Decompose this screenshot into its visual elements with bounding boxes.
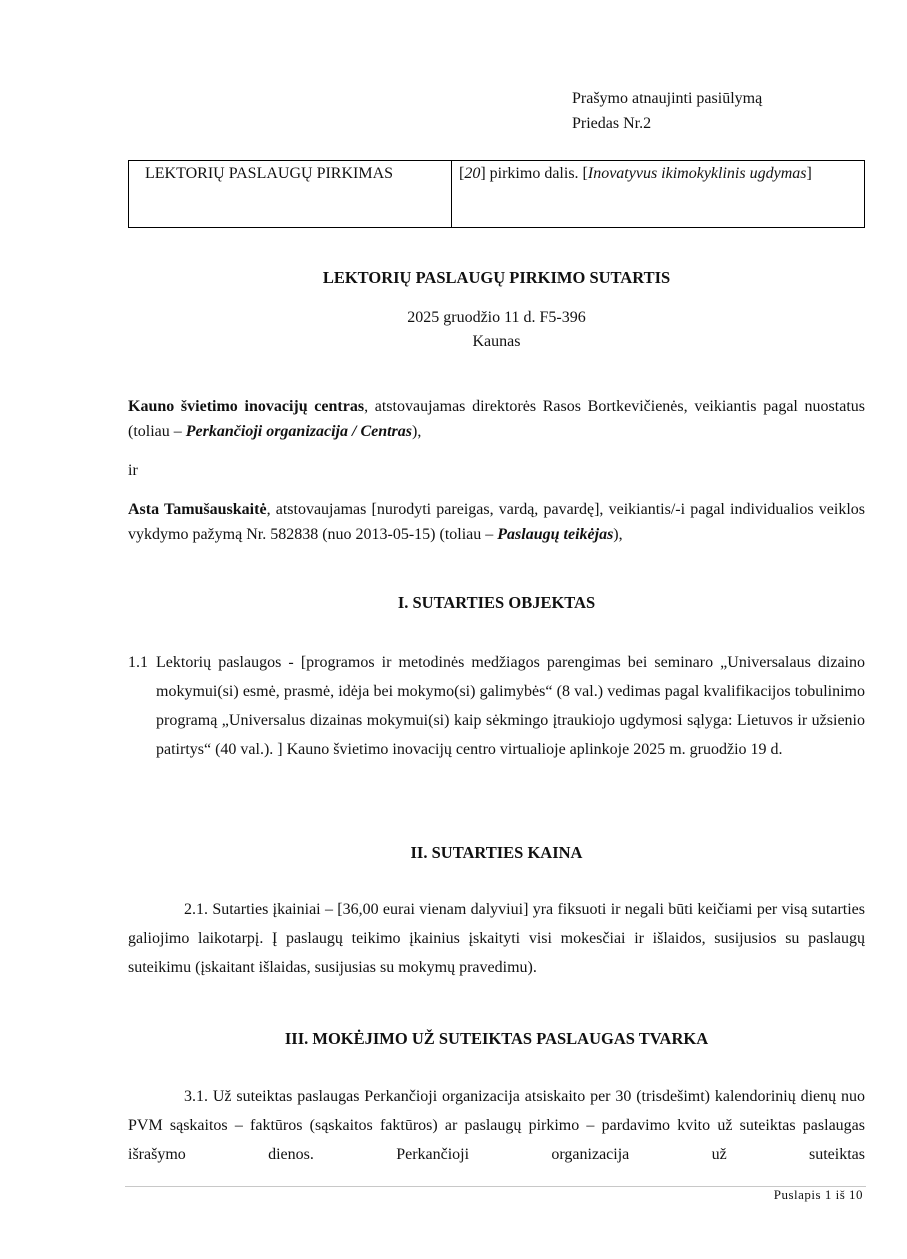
party-2-role: Paslaugų teikėjas <box>497 526 614 543</box>
annex-line-2: Priedas Nr.2 <box>572 115 652 132</box>
section-2-title: II. SUTARTIES KAINA <box>410 843 583 862</box>
item-number: 1.1 <box>128 654 148 671</box>
section-3-paragraph: 3.1. Už suteiktas paslaugas Perkančioji organizacija atsiskaito per 30 (trisdešimt) kalendorinių dienų nuo PVM sąskaitos – faktūros (sąskaitos faktūros) ar paslaugų pirkimo – pardavimo kvito už suteiktas paslaugas išrašymo dienos. Perkančioji organizacija už suteiktas <box>128 1088 865 1163</box>
contract-date-number: 2025 gruodžio 11 d. F5-396 <box>407 309 586 326</box>
header-table <box>128 160 865 228</box>
party-1-role: Perkančioji organizacija / Centras <box>185 423 413 440</box>
item-text: Lektorių paslaugos - [programos ir metodinės medžiagos parengimas bei seminaro „Universalaus dizaino mokymui(si) esmė, prasmė, idėja bei mokymo(si) galimybės“ (8 val.) vedimas pagal kvalifikacijos tobulinimo programą „Universalus dizainas mokymui(si) kaip sėkmingo įtraukiojo ugdymosi sąlyga: Lietuvos ir užsienio patirtys“ (40 val.). ] Kauno švietimo inovacijų centro virtualioje aplinkoje 2025 m. gruodžio 19 d. <box>156 654 865 758</box>
contract-title: LEKTORIŲ PASLAUGŲ PIRKIMO SUTARTIS <box>322 268 671 287</box>
party-1-paragraph: Kauno švietimo inovacijų centras, atstovaujamas direktorės Rasos Bortkevičienės, veikiantis pagal nuostatus (toliau – Perkančioji organizacija / Centras), <box>128 398 865 440</box>
section-3-title: III. MOKĖJIMO UŽ SUTEIKTAS PASLAUGAS TVARKA <box>284 1029 709 1048</box>
section-1-item <box>128 648 865 764</box>
and-word: ir <box>128 462 138 479</box>
annex-line-1: Prašymo atnaujinti pasiūlymą <box>572 90 763 107</box>
lot-number: 20 <box>464 165 481 182</box>
footer-divider <box>125 1186 866 1187</box>
contract-city: Kaunas <box>472 333 521 350</box>
header-table-right-cell: [20] pirkimo dalis. [Inovatyvus ikimokyklinis ugdymas] <box>452 161 865 228</box>
lot-name: Inovatyvus ikimokyklinis ugdymas <box>587 165 807 182</box>
party-2-name: Asta Tamušauskaitė <box>128 501 267 518</box>
header-table-left-cell: LEKTORIŲ PASLAUGŲ PIRKIMAS <box>129 161 452 228</box>
party-2-paragraph: Asta Tamušauskaitė, atstovaujamas [nurodyti pareigas, vardą, pavardę], veikiantis/-i pagal individualios veiklos vykdymo pažymą Nr. 582838 (nuo 2013-05-15) (toliau – Paslaugų teikėjas), <box>128 501 866 543</box>
page-number: Puslapis 1 iš 10 <box>773 1187 863 1202</box>
annex-label <box>572 86 762 136</box>
party-1-name: Kauno švietimo inovacijų centras <box>128 398 365 415</box>
section-2-paragraph: 2.1. Sutarties įkainiai – [36,00 eurai vienam dalyviui] yra fiksuoti ir negali būti keičiami per visą sutarties galiojimo laikotarpį. Į paslaugų teikimo įkainius įskaityti visi mokesčiai ir išlaidos, susijusios su paslaugų suteikimu (įskaitant išlaidas, susijusias su mokymų pravedimu). <box>128 901 865 976</box>
section-1-title: I. SUTARTIES OBJEKTAS <box>397 593 596 612</box>
